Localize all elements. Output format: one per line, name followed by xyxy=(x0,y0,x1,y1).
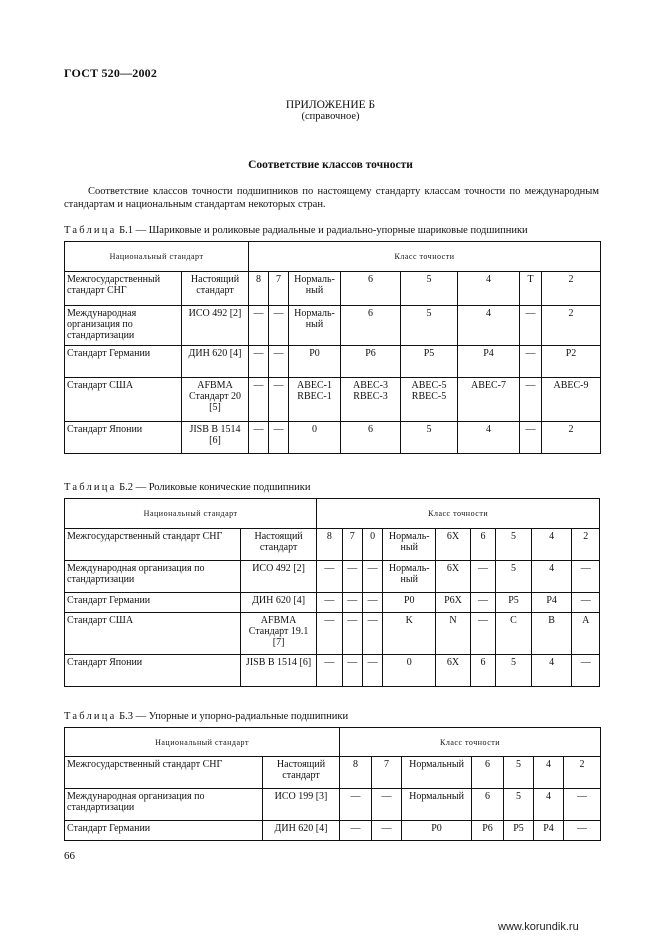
table-cell: 8 xyxy=(317,529,342,561)
table-cell: 4 xyxy=(458,306,520,346)
table-cell: Межгосударственный стандарт СНГ xyxy=(65,272,182,306)
table-cell: P6 xyxy=(341,346,401,378)
page-number: 66 xyxy=(64,850,75,862)
table-cell: 6 xyxy=(472,757,504,789)
table-cell: Межгосударственный стандарт СНГ xyxy=(65,529,241,561)
table-cell: 2 xyxy=(572,529,600,561)
table-cell: P0 xyxy=(402,821,472,841)
table-cell: ДИН 620 [4] xyxy=(240,593,316,613)
table-cell: — xyxy=(340,821,372,841)
table-cell: — xyxy=(342,613,362,655)
table-cell: — xyxy=(520,346,542,378)
table-caption-text: Б.2 — Роликовые конические подшипники xyxy=(119,482,311,493)
table-cell: 6 xyxy=(341,306,401,346)
table-cell: Настоящий стандарт xyxy=(182,272,249,306)
table-cell: Международная организация по стандартизации xyxy=(65,306,182,346)
table-cell: 4 xyxy=(458,422,520,454)
table-row xyxy=(65,346,601,378)
table-cell: 5 xyxy=(401,272,458,306)
table-b3 xyxy=(64,727,601,841)
table-cell: — xyxy=(249,422,269,454)
table-b3-caption xyxy=(64,711,348,722)
header-accuracy-class: Класс точности xyxy=(249,242,601,272)
table-cell: — xyxy=(269,306,289,346)
table-row xyxy=(65,757,601,789)
table-cell: — xyxy=(317,613,342,655)
table-cell: 6X xyxy=(436,529,471,561)
header-national-standard: Национальный стандарт xyxy=(65,242,249,272)
table-cell: P2 xyxy=(542,346,601,378)
table-cell: 0 xyxy=(383,655,436,687)
appendix-title: ПРИЛОЖЕНИЕ Б xyxy=(285,99,376,111)
table-cell: Стандарт Японии xyxy=(65,422,182,454)
table-cell: — xyxy=(249,346,269,378)
table-cell: ДИН 620 [4] xyxy=(182,346,249,378)
table-cell: 0 xyxy=(289,422,341,454)
table-b2 xyxy=(64,498,600,687)
table-cell: — xyxy=(572,655,600,687)
table-cell: 5 xyxy=(401,306,458,346)
table-caption-prefix: Таблица xyxy=(64,482,117,493)
table-cell: P0 xyxy=(289,346,341,378)
intro-paragraph xyxy=(64,186,599,211)
table-cell: 2 xyxy=(542,306,601,346)
table-caption-text: Б.3 — Упорные и упорно-радиальные подшипники xyxy=(119,711,349,722)
table-cell: — xyxy=(249,378,269,422)
header-national-standard: Национальный стандарт xyxy=(65,499,317,529)
table-row xyxy=(65,422,601,454)
table-cell: — xyxy=(317,593,342,613)
table-cell: — xyxy=(269,422,289,454)
table-row xyxy=(65,529,600,561)
table-cell: — xyxy=(362,561,382,593)
table-cell: — xyxy=(564,789,601,821)
table-cell: — xyxy=(340,789,372,821)
table-cell: P5 xyxy=(504,821,534,841)
table-cell: ABEC-9 xyxy=(542,378,601,422)
table-cell: 5 xyxy=(496,561,532,593)
table-cell: 5 xyxy=(504,757,534,789)
table-cell: Нормаль-ный xyxy=(289,272,341,306)
table-cell: — xyxy=(520,422,542,454)
header-accuracy-class: Класс точности xyxy=(317,499,600,529)
table-cell: Нормаль-ный xyxy=(383,529,436,561)
table-cell: — xyxy=(317,655,342,687)
table-caption-prefix: Таблица xyxy=(64,711,117,722)
intro-text: Соответствие классов точности подшипников по настоящему стандарту классам точности по международным стандартам и национальным стандартам некоторых стран. xyxy=(64,186,599,210)
table-cell: 2 xyxy=(564,757,601,789)
table-row xyxy=(65,789,601,821)
table-cell: Стандарт Германии xyxy=(65,821,263,841)
table-cell: — xyxy=(269,378,289,422)
table-b1-caption xyxy=(64,225,528,236)
table-cell: Настоящий стандарт xyxy=(263,757,340,789)
table-cell: Межгосударственный стандарт СНГ xyxy=(65,757,263,789)
table-cell: Стандарт Германии xyxy=(65,346,182,378)
table-cell: K xyxy=(383,613,436,655)
table-cell: — xyxy=(269,346,289,378)
table-cell: ABEC-1 RBEC-1 xyxy=(289,378,341,422)
table-cell: 7 xyxy=(269,272,289,306)
table-cell: 6 xyxy=(470,655,495,687)
table-cell: Нормаль-ный xyxy=(289,306,341,346)
table-cell: 5 xyxy=(496,529,532,561)
table-row xyxy=(65,593,600,613)
header-national-standard: Национальный стандарт xyxy=(65,728,340,757)
table-cell: C xyxy=(496,613,532,655)
table-cell: — xyxy=(342,655,362,687)
table-cell: 7 xyxy=(342,529,362,561)
header-accuracy-class: Класс точности xyxy=(340,728,601,757)
table-cell: Стандарт США xyxy=(65,378,182,422)
table-row xyxy=(65,306,601,346)
table-cell: — xyxy=(362,655,382,687)
table-cell: 4 xyxy=(531,529,572,561)
table-cell: — xyxy=(572,593,600,613)
table-cell: 7 xyxy=(372,757,402,789)
table-cell: Т xyxy=(520,272,542,306)
table-cell: 2 xyxy=(542,422,601,454)
appendix-heading xyxy=(0,99,661,123)
table-cell: 4 xyxy=(534,757,564,789)
table-cell: 8 xyxy=(249,272,269,306)
document-code: ГОСТ 520—2002 xyxy=(64,66,158,80)
table-cell: P5 xyxy=(401,346,458,378)
table-cell: JISB B 1514 [6] xyxy=(240,655,316,687)
table-cell: 6 xyxy=(341,272,401,306)
table-cell: 6X xyxy=(436,655,471,687)
table-cell: ABEC-3 RBEC-3 xyxy=(341,378,401,422)
table-cell: Нормальный xyxy=(402,757,472,789)
table-cell: — xyxy=(342,593,362,613)
table-cell: 2 xyxy=(542,272,601,306)
table-cell: ИСО 199 [3] xyxy=(263,789,340,821)
table-cell: Стандарт США xyxy=(65,613,241,655)
table-row xyxy=(65,655,600,687)
table-cell: 8 xyxy=(340,757,372,789)
table-cell: JISB B 1514 [6] xyxy=(182,422,249,454)
table-cell: — xyxy=(249,306,269,346)
table-cell: 6X xyxy=(436,561,471,593)
table-cell: P5 xyxy=(496,593,532,613)
table-cell: 5 xyxy=(401,422,458,454)
appendix-subtitle: (справочное) xyxy=(301,111,360,122)
table-b2-caption xyxy=(64,482,311,493)
table-cell: Нормаль-ный xyxy=(383,561,436,593)
table-cell: — xyxy=(520,306,542,346)
table-cell: 5 xyxy=(504,789,534,821)
table-cell: P0 xyxy=(383,593,436,613)
section-title: Соответствие классов точности xyxy=(248,159,413,171)
table-cell: — xyxy=(520,378,542,422)
table-cell: — xyxy=(372,789,402,821)
watermark-text: www.korundik.ru xyxy=(498,921,579,933)
table-cell: 6 xyxy=(341,422,401,454)
table-row xyxy=(65,613,600,655)
table-cell: ДИН 620 [4] xyxy=(263,821,340,841)
table-cell: — xyxy=(372,821,402,841)
table-cell: B xyxy=(531,613,572,655)
table-cell: P4 xyxy=(458,346,520,378)
table-cell: Международная организация по стандартизации xyxy=(65,561,241,593)
table-caption-text: Б.1 — Шариковые и роликовые радиальные и радиально-упорные шариковые подшипники xyxy=(119,225,528,236)
table-cell: — xyxy=(342,561,362,593)
table-cell: 4 xyxy=(534,789,564,821)
table-row xyxy=(65,378,601,422)
table-cell: AFBMA Стандарт 19.1 [7] xyxy=(240,613,316,655)
table-cell: — xyxy=(317,561,342,593)
table-cell: A xyxy=(572,613,600,655)
table-cell: P6X xyxy=(436,593,471,613)
table-caption-prefix: Таблица xyxy=(64,225,117,236)
table-cell: Настоящий стандарт xyxy=(240,529,316,561)
table-cell: Стандарт Японии xyxy=(65,655,241,687)
table-cell: Международная организация по стандартизации xyxy=(65,789,263,821)
table-row xyxy=(65,272,601,306)
table-cell: 5 xyxy=(496,655,532,687)
table-row xyxy=(65,561,600,593)
table-cell: Нормальный xyxy=(402,789,472,821)
table-cell: — xyxy=(572,561,600,593)
table-cell: P6 xyxy=(472,821,504,841)
table-row xyxy=(65,821,601,841)
table-b1 xyxy=(64,241,601,454)
table-cell: P4 xyxy=(531,593,572,613)
table-cell: — xyxy=(470,561,495,593)
table-cell: N xyxy=(436,613,471,655)
table-cell: 4 xyxy=(531,655,572,687)
table-cell: 4 xyxy=(458,272,520,306)
table-cell: ABEC-5 RBEC-5 xyxy=(401,378,458,422)
table-cell: P4 xyxy=(534,821,564,841)
table-cell: 6 xyxy=(472,789,504,821)
table-cell: ИСО 492 [2] xyxy=(182,306,249,346)
table-cell: ABEC-7 xyxy=(458,378,520,422)
table-cell: — xyxy=(362,593,382,613)
table-cell: 6 xyxy=(470,529,495,561)
table-cell: — xyxy=(362,613,382,655)
table-cell: 4 xyxy=(531,561,572,593)
table-cell: — xyxy=(470,613,495,655)
table-cell: AFBMA Стандарт 20 [5] xyxy=(182,378,249,422)
table-cell: Стандарт Германии xyxy=(65,593,241,613)
table-cell: 0 xyxy=(362,529,382,561)
table-cell: — xyxy=(470,593,495,613)
table-cell: — xyxy=(564,821,601,841)
table-cell: ИСО 492 [2] xyxy=(240,561,316,593)
